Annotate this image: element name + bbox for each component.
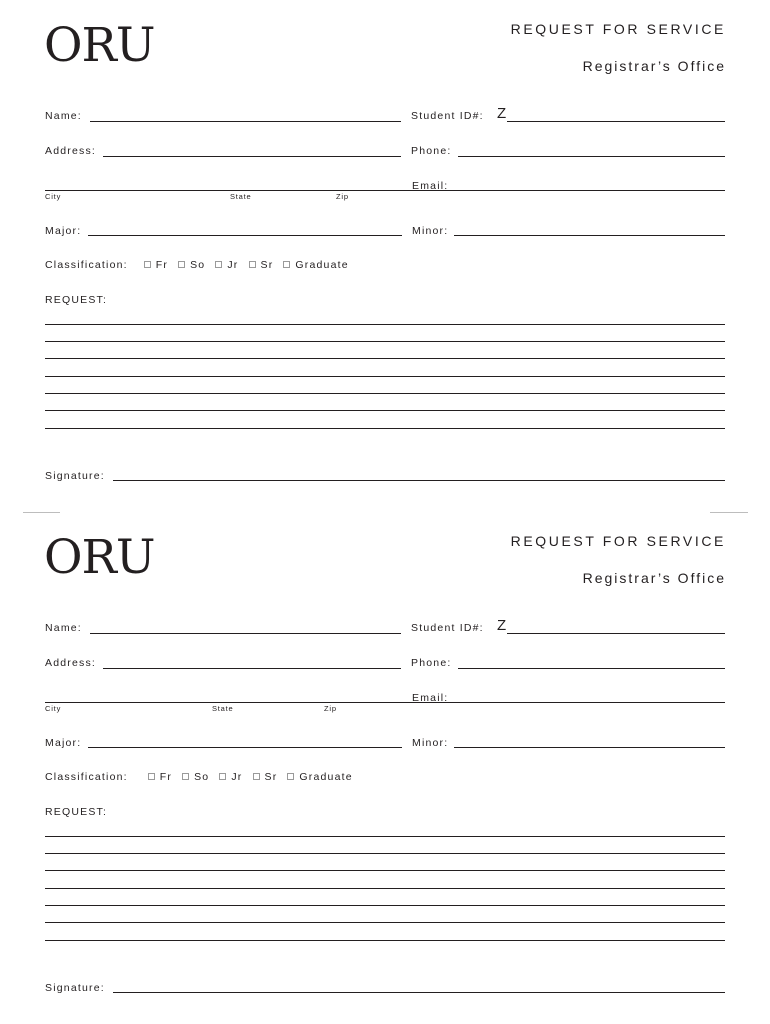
classification-row [45, 771, 363, 783]
request-line[interactable] [45, 358, 725, 359]
email-field[interactable] [401, 190, 725, 191]
classification-label: Classification: [45, 259, 128, 271]
checkbox-jr[interactable] [219, 773, 226, 780]
checkbox-fr[interactable] [148, 773, 155, 780]
classification-row [45, 259, 359, 271]
checkbox-graduate[interactable] [287, 773, 294, 780]
name-label: Name: [45, 110, 82, 122]
email-field[interactable] [401, 702, 725, 703]
student-id-field[interactable] [507, 633, 725, 634]
state-label: State [212, 704, 234, 713]
zip-label: Zip [324, 704, 337, 713]
city-label: City [45, 192, 62, 201]
classification-label: Classification: [45, 771, 128, 783]
phone-field[interactable] [458, 668, 725, 669]
request-line[interactable] [45, 853, 725, 854]
minor-field[interactable] [454, 235, 725, 236]
request-line[interactable] [45, 836, 725, 837]
address-label: Address: [45, 657, 97, 669]
student-id-label: Student ID#: [411, 110, 484, 122]
form-subtitle: Registrar’s Office [582, 570, 726, 586]
option-jr[interactable]: Jr [219, 771, 242, 783]
phone-field[interactable] [458, 156, 725, 157]
form-title: REQUEST FOR SERVICE [510, 21, 726, 37]
phone-label: Phone: [411, 657, 452, 669]
request-form-bottom [0, 512, 770, 1012]
phone-label: Phone: [411, 145, 452, 157]
checkbox-sr[interactable] [253, 773, 260, 780]
address-label: Address: [45, 145, 97, 157]
request-line[interactable] [45, 888, 725, 889]
request-line[interactable] [45, 410, 725, 411]
student-id-prefix: Z [497, 105, 507, 122]
signature-label: Signature: [45, 982, 105, 994]
request-form-top [0, 0, 770, 500]
request-line[interactable] [45, 393, 725, 394]
request-line[interactable] [45, 376, 725, 377]
option-sr[interactable]: Sr [253, 771, 278, 783]
form-subtitle: Registrar’s Office [582, 58, 726, 74]
checkbox-graduate[interactable] [283, 261, 290, 268]
signature-field[interactable] [113, 480, 725, 481]
option-fr[interactable]: Fr [148, 771, 172, 783]
student-id-label: Student ID#: [411, 622, 484, 634]
oru-logo: ORU [44, 530, 155, 585]
signature-field[interactable] [113, 992, 725, 993]
option-so[interactable]: So [178, 259, 205, 271]
request-line[interactable] [45, 341, 725, 342]
request-line[interactable] [45, 922, 725, 923]
option-so[interactable]: So [182, 771, 209, 783]
option-sr[interactable]: Sr [249, 259, 274, 271]
email-label: Email: [412, 180, 449, 192]
checkbox-fr[interactable] [144, 261, 151, 268]
checkbox-so[interactable] [182, 773, 189, 780]
request-line[interactable] [45, 428, 725, 429]
option-jr[interactable]: Jr [215, 259, 238, 271]
signature-label: Signature: [45, 470, 105, 482]
request-label: REQUEST: [45, 294, 108, 306]
city-state-zip-field[interactable] [45, 190, 401, 191]
request-line[interactable] [45, 870, 725, 871]
major-label: Major: [45, 737, 82, 749]
oru-logo: ORU [44, 18, 155, 73]
major-field[interactable] [88, 747, 402, 748]
checkbox-so[interactable] [178, 261, 185, 268]
zip-label: Zip [336, 192, 349, 201]
student-id-prefix: Z [497, 617, 507, 634]
address-field[interactable] [103, 156, 401, 157]
checkbox-jr[interactable] [215, 261, 222, 268]
state-label: State [230, 192, 252, 201]
request-line[interactable] [45, 905, 725, 906]
city-label: City [45, 704, 62, 713]
city-state-zip-field[interactable] [45, 702, 401, 703]
major-label: Major: [45, 225, 82, 237]
checkbox-sr[interactable] [249, 261, 256, 268]
request-label: REQUEST: [45, 806, 108, 818]
email-label: Email: [412, 692, 449, 704]
option-fr[interactable]: Fr [144, 259, 168, 271]
minor-label: Minor: [412, 225, 449, 237]
request-line[interactable] [45, 324, 725, 325]
name-label: Name: [45, 622, 82, 634]
address-field[interactable] [103, 668, 401, 669]
minor-field[interactable] [454, 747, 725, 748]
option-graduate[interactable]: Graduate [283, 259, 348, 271]
name-field[interactable] [90, 121, 401, 122]
name-field[interactable] [90, 633, 401, 634]
form-title: REQUEST FOR SERVICE [510, 533, 726, 549]
minor-label: Minor: [412, 737, 449, 749]
request-line[interactable] [45, 940, 725, 941]
student-id-field[interactable] [507, 121, 725, 122]
major-field[interactable] [88, 235, 402, 236]
option-graduate[interactable]: Graduate [287, 771, 352, 783]
